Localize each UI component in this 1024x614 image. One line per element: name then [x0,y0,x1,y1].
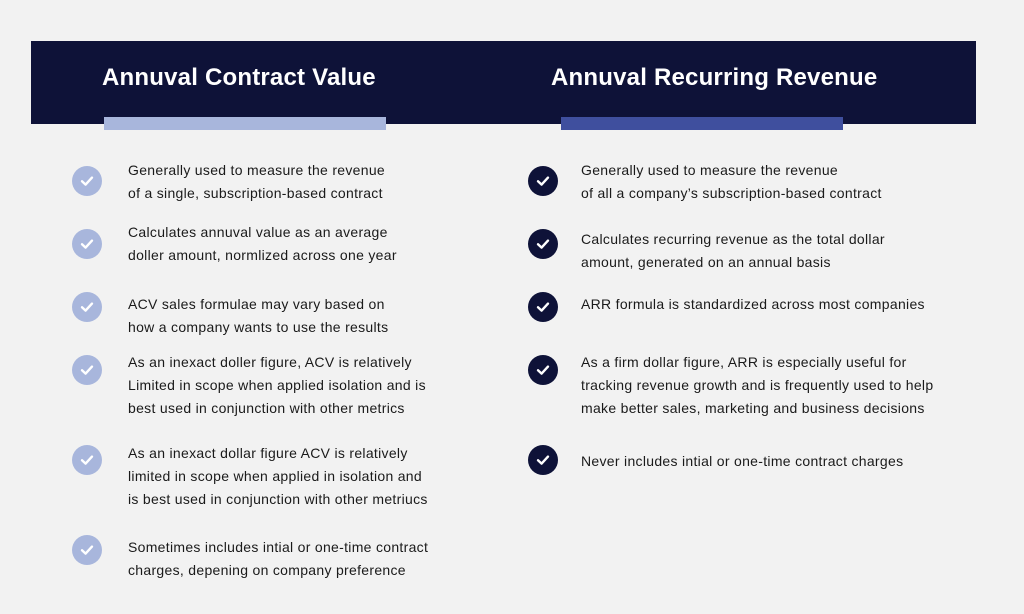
acv-item-text [128,293,388,339]
acv-item-text [128,351,426,420]
acv-item-line: Calculates annuval value as an average [128,224,388,240]
acv-item-line: charges, depening on company preference [128,562,406,578]
acv-item-line: As an inexact doller figure, ACV is relatively [128,354,412,370]
arr-item-line: of all a company’s subscription-based contract [581,185,882,201]
acv-item-line: doller amount, normlized across one year [128,247,397,263]
acv-item-text [128,442,428,511]
arr-item-line: tracking revenue growth and is frequently used to help [581,377,934,393]
check-circle-light-icon [72,535,102,565]
arr-item-text [581,293,925,316]
acv-item-line: best used in conjunction with other metrics [128,400,405,416]
check-circle-dark-icon [528,445,558,475]
arr-item-text [581,450,903,473]
check-circle-light-icon [72,229,102,259]
arr-item-line: amount, generated on an annual basis [581,254,831,270]
arr-item-line: As a firm dollar figure, ARR is especially useful for [581,354,907,370]
arr-title-underline [561,117,843,130]
check-circle-light-icon [72,355,102,385]
arr-item-line: Calculates recurring revenue as the total dollar [581,231,885,247]
arr-item-line: Never includes intial or one-time contract charges [581,453,904,469]
check-circle-dark-icon [528,229,558,259]
check-circle-light-icon [72,166,102,196]
check-circle-light-icon [72,292,102,322]
check-circle-dark-icon [528,166,558,196]
acv-item-line: of a single, subscription-based contract [128,185,383,201]
arr-item-text [581,159,882,205]
acv-item-line: limited in scope when applied in isolation and [128,468,422,484]
check-circle-dark-icon [528,292,558,322]
arr-item-line: ARR formula is standardized across most companies [581,296,925,312]
check-circle-dark-icon [528,355,558,385]
acv-title-underline [104,117,386,130]
acv-item-line: Generally used to measure the revenue [128,162,386,178]
arr-item-line: make better sales, marketing and business decisions [581,400,925,416]
arr-column-title: Annuval Recurring Revenue [551,64,878,91]
acv-item-text [128,159,385,205]
acv-item-line: ACV sales formulae may vary based on [128,296,385,312]
acv-item-text [128,221,397,267]
arr-item-text [581,228,885,274]
acv-item-line: As an inexact dollar figure ACV is relatively [128,445,408,461]
acv-item-line: is best used in conjunction with other metriucs [128,491,428,507]
acv-item-line: how a company wants to use the results [128,319,389,335]
acv-item-line: Sometimes includes intial or one-time contract [128,539,429,555]
acv-item-text [128,536,428,582]
arr-item-line: Generally used to measure the revenue [581,162,839,178]
acv-column-title: Annuval Contract Value [102,64,376,91]
arr-item-text [581,351,933,420]
check-circle-light-icon [72,445,102,475]
acv-item-line: Limited in scope when applied isolation and is [128,377,426,393]
